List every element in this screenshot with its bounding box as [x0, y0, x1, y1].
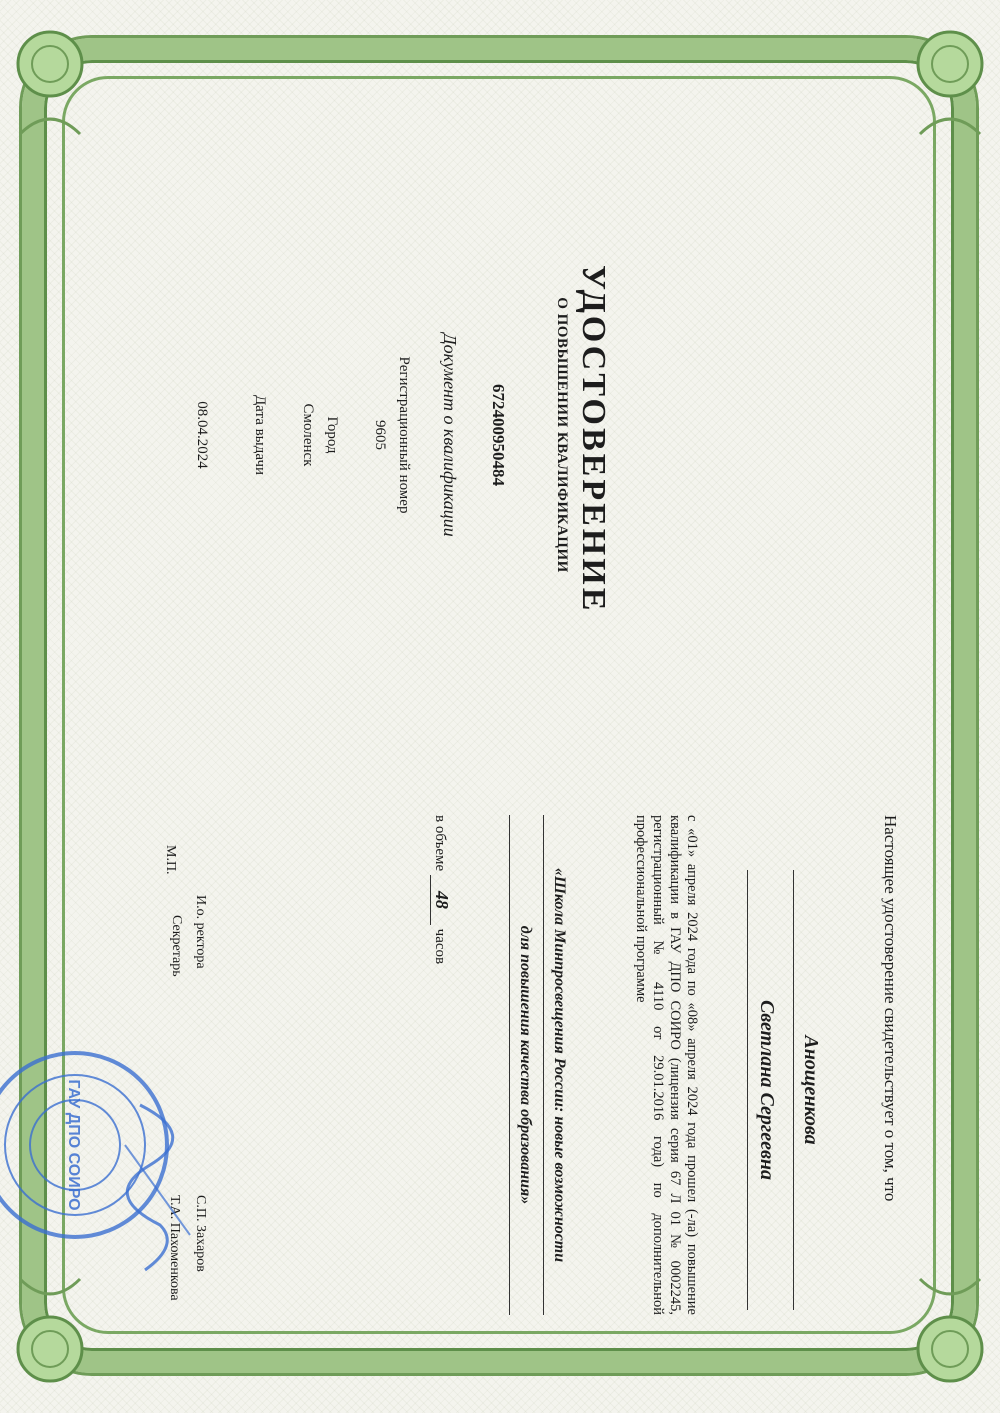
volume-line — [430, 815, 452, 964]
stamp-text: ГАУ ДПО СОИРО — [65, 1079, 82, 1211]
program-line-2: для повышения качества образования» — [517, 925, 534, 1205]
hours-value: 48 — [430, 875, 452, 925]
signature-icon — [100, 1085, 220, 1285]
issue-date-value: 08.04.2024 — [194, 401, 210, 469]
certificate-title: УДОСТОВЕРЕНИЕ — [575, 265, 612, 614]
reg-number-label: Регистрационный номер — [396, 356, 412, 514]
surname: Анощенкова — [800, 1035, 822, 1145]
document-type: Документ о квалификации — [440, 333, 460, 537]
city-value: Смоленск — [300, 403, 316, 467]
certificate-number: 672400950484 — [489, 384, 508, 486]
surname-underline — [793, 870, 794, 1310]
secretary-label: Секретарь — [169, 915, 184, 977]
hours-label: часов — [432, 928, 448, 965]
issue-date-label: Дата выдачи — [252, 394, 268, 476]
given-names: Светлана Сергеевна — [756, 999, 778, 1181]
program-underline-1 — [543, 815, 544, 1315]
city-label: Город — [324, 416, 340, 454]
body-text: с «01» апреля 2024 года по «08» апреля 2024 года прошел (-ла) повышение квалификации в ГАУ ДПО СОИРО (лицензия серия 67 Л 01 № 0002245, регистрационный № 4110 от 29.01.2016 года) по дополнительной профессиональной программе — [633, 815, 700, 1315]
certificate-subtitle: О ПОВЫШЕНИИ КВАЛИФИКАЦИИ — [554, 297, 570, 573]
program-underline-2 — [509, 815, 510, 1315]
reg-number-value: 9605 — [372, 420, 388, 450]
mp-label: М.П. — [163, 845, 178, 875]
program-line-1: «Школа Минпросвещения России: новые возможности — [551, 867, 568, 1263]
rector-name: С.П. Захаров — [193, 1195, 208, 1272]
volume-label: в объеме — [432, 815, 448, 872]
intro-text: Настоящее удостоверение свидетельствует о том, что — [881, 815, 900, 1202]
given-names-underline — [747, 870, 748, 1310]
secretary-name: Т.А. Пахоменкова — [167, 1195, 182, 1301]
rector-label: И.о. ректора — [193, 895, 208, 969]
